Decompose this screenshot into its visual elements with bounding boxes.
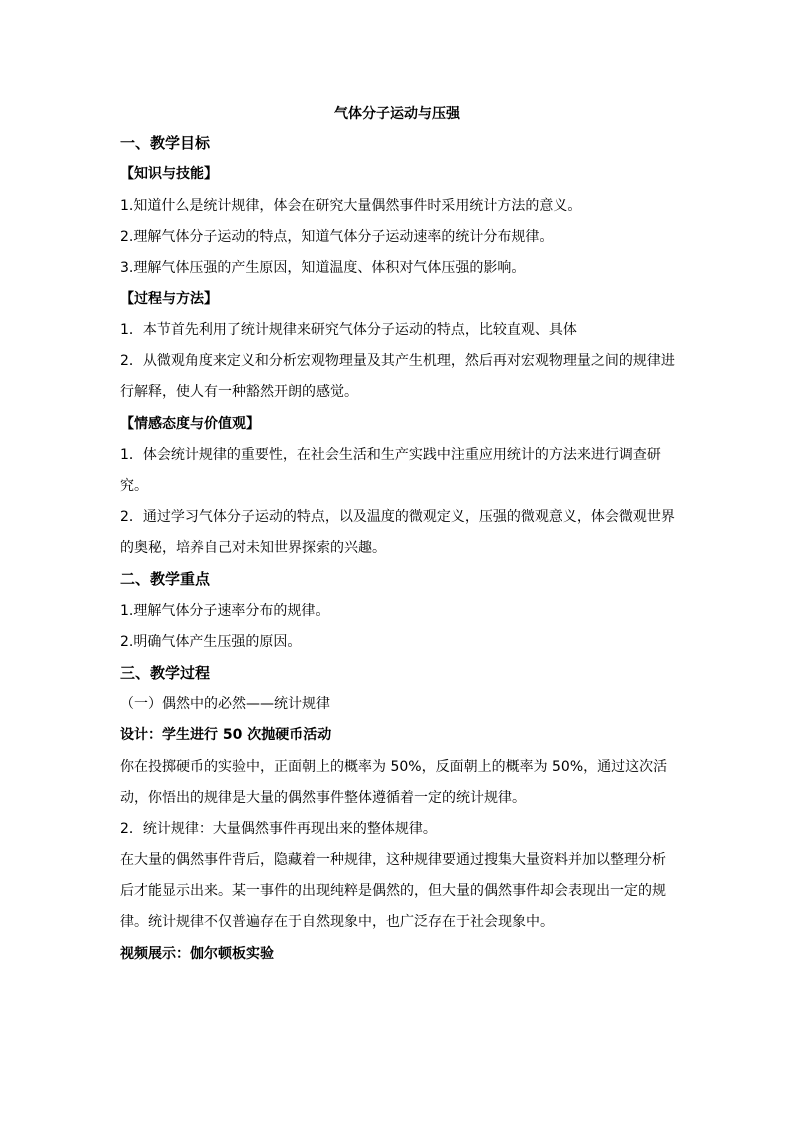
subheading-emotion-values: 【情感态度与价值观】 <box>120 416 260 432</box>
section-heading-process: 三、教学过程 <box>120 664 211 682</box>
paragraph-line: 1.知道什么是统计规律，体会在研究大量偶然事件时采用统计方法的意义。 <box>120 198 582 214</box>
section-heading-key-points: 二、教学重点 <box>120 570 211 588</box>
paragraph-line: 行解释，使人有一种豁然开朗的感觉。 <box>120 384 358 400</box>
design-activity-heading: 设计：学生进行 50 次抛硬币活动 <box>120 727 332 743</box>
document-title: 气体分子运动与压强 <box>334 106 460 122</box>
subheading-process-methods: 【过程与方法】 <box>120 291 218 307</box>
paragraph-line: 律。统计规律不仅普遍存在于自然现象中，也广泛存在于社会现象中。 <box>120 914 554 930</box>
paragraph-line: （一）偶然中的必然——统计规律 <box>120 696 330 712</box>
paragraph-line: 究。 <box>120 478 148 494</box>
paragraph-line: 1.理解气体分子速率分布的规律。 <box>120 603 330 619</box>
paragraph-line: 动，你悟出的规律是大量的偶然事件整体遵循着一定的统计规律。 <box>120 790 526 806</box>
paragraph-line: 1．体会统计规律的重要性，在社会生活和生产实践中注重应用统计的方法来进行调查研 <box>120 447 661 463</box>
paragraph-line: 1．本节首先利用了统计规律来研究气体分子运动的特点，比较直观、具体 <box>120 322 577 338</box>
paragraph-line: 2．通过学习气体分子运动的特点，以及温度的微观定义，压强的微观意义，体会微观世界 <box>120 509 675 525</box>
paragraph-line: 2．统计规律：大量偶然事件再现出来的整体规律。 <box>120 821 437 837</box>
paragraph-line: 后才能显示出来。某一事件的出现纯粹是偶然的，但大量的偶然事件却会表现出一定的规 <box>120 883 666 899</box>
paragraph-line: 3.理解气体压强的产生原因，知道温度、体积对气体压强的影响。 <box>120 260 526 276</box>
subheading-knowledge-skills: 【知识与技能】 <box>120 166 218 182</box>
paragraph-line: 你在投掷硬币的实验中，正面朝上的概率为 50%，反面朝上的概率为 50%，通过这次活 <box>120 759 668 775</box>
paragraph-line: 在大量的偶然事件背后，隐藏着一种规律，这种规律要通过搜集大量资料并加以整理分析 <box>120 852 666 868</box>
paragraph-line: 2.明确气体产生压强的原因。 <box>120 634 302 650</box>
paragraph-line: 2.理解气体分子运动的特点，知道气体分子运动速率的统计分布规律。 <box>120 229 554 245</box>
section-heading-objectives: 一、教学目标 <box>120 134 211 152</box>
paragraph-line: 的奥秘，培养自己对未知世界探索的兴趣。 <box>120 540 386 556</box>
video-demo-heading: 视频展示：伽尔顿板实验 <box>120 946 274 962</box>
paragraph-line: 2．从微观角度来定义和分析宏观物理量及其产生机理，然后再对宏观物理量之间的规律进 <box>120 353 675 369</box>
